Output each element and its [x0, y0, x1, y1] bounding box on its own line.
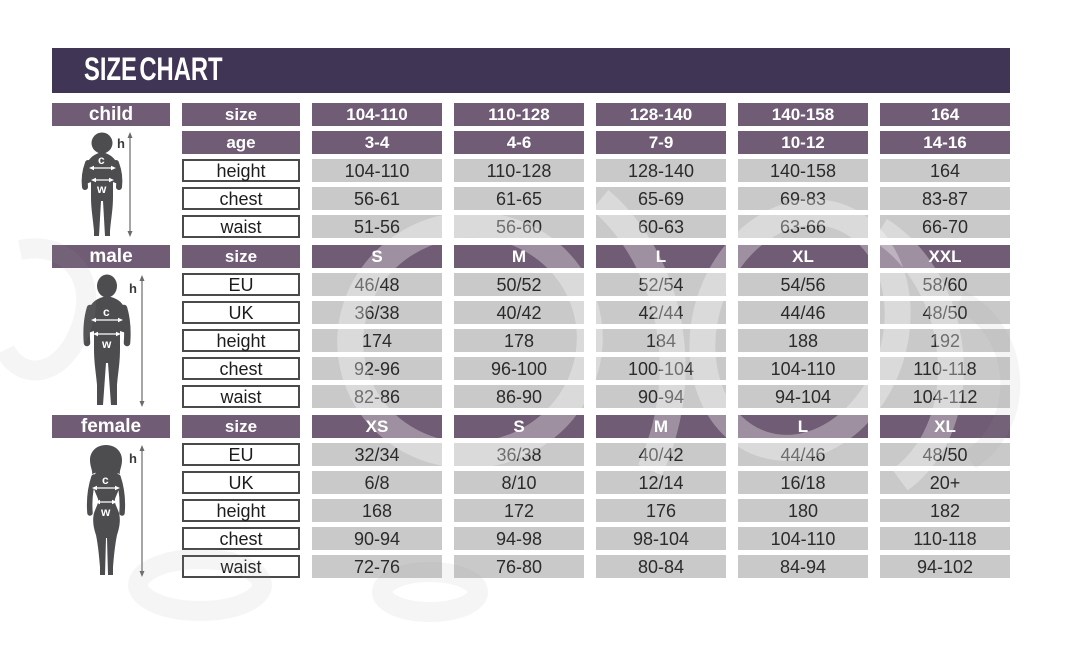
table-cell: 192 [880, 329, 1010, 352]
size-value: S [454, 415, 584, 438]
waist-arrow-label: w [97, 182, 107, 196]
table-cell: 54/56 [738, 273, 868, 296]
size-value: S [312, 245, 442, 268]
table-cell: 48/50 [880, 443, 1010, 466]
row-header-waist: waist [182, 555, 300, 578]
size-value: XL [738, 245, 868, 268]
table-cell: 46/48 [312, 273, 442, 296]
table-cell: 100-104 [596, 357, 726, 380]
table-cell: 174 [312, 329, 442, 352]
age-value: 10-12 [738, 131, 868, 154]
row-header-age: age [182, 131, 300, 154]
table-cell: 20+ [880, 471, 1010, 494]
table-cell: 40/42 [454, 301, 584, 324]
chest-arrow-label: c [103, 305, 110, 319]
table-cell: 56-60 [454, 215, 584, 238]
table-cell: 65-69 [596, 187, 726, 210]
size-value: 110-128 [454, 103, 584, 126]
age-value: 7-9 [596, 131, 726, 154]
table-cell: 168 [312, 499, 442, 522]
waist-arrow-label: w [101, 505, 111, 519]
table-cell: 83-87 [880, 187, 1010, 210]
gender-label-female: female [52, 415, 170, 438]
table-cell: 36/38 [454, 443, 584, 466]
table-cell: 69-83 [738, 187, 868, 210]
female-figure-icon [52, 443, 170, 578]
table-cell: 40/42 [596, 443, 726, 466]
table-cell: 94-104 [738, 385, 868, 408]
table-cell: 184 [596, 329, 726, 352]
table-cell: 94-102 [880, 555, 1010, 578]
row-header-size: size [182, 415, 300, 438]
size-value: M [454, 245, 584, 268]
size-value: XXL [880, 245, 1010, 268]
row-header-eu: EU [182, 443, 300, 466]
table-cell: 110-118 [880, 357, 1010, 380]
table-cell: 86-90 [454, 385, 584, 408]
table-cell: 176 [596, 499, 726, 522]
table-cell: 96-100 [454, 357, 584, 380]
age-value: 4-6 [454, 131, 584, 154]
table-cell: 58/60 [880, 273, 1010, 296]
table-cell: 36/38 [312, 301, 442, 324]
table-cell: 61-65 [454, 187, 584, 210]
table-cell: 51-56 [312, 215, 442, 238]
table-cell: 6/8 [312, 471, 442, 494]
table-cell: 90-94 [596, 385, 726, 408]
table-cell: 180 [738, 499, 868, 522]
gender-label-male: male [52, 245, 170, 268]
size-value: 164 [880, 103, 1010, 126]
table-cell: 60-63 [596, 215, 726, 238]
size-chart [52, 103, 1010, 585]
table-cell: 56-61 [312, 187, 442, 210]
table-cell: 42/44 [596, 301, 726, 324]
table-cell: 172 [454, 499, 584, 522]
row-header-height: height [182, 329, 300, 352]
table-cell: 32/34 [312, 443, 442, 466]
row-header-chest: chest [182, 527, 300, 550]
table-cell: 188 [738, 329, 868, 352]
table-cell: 48/50 [880, 301, 1010, 324]
table-cell: 164 [880, 159, 1010, 182]
table-cell: 178 [454, 329, 584, 352]
table-cell: 104-110 [738, 527, 868, 550]
page-title: SIZE CHART [84, 52, 223, 88]
table-cell: 128-140 [596, 159, 726, 182]
age-value: 14-16 [880, 131, 1010, 154]
row-header-uk: UK [182, 301, 300, 324]
size-value: 140-158 [738, 103, 868, 126]
table-cell: 12/14 [596, 471, 726, 494]
table-cell: 16/18 [738, 471, 868, 494]
row-header-chest: chest [182, 357, 300, 380]
table-cell: 104-110 [738, 357, 868, 380]
table-cell: 72-76 [312, 555, 442, 578]
male-figure-icon [52, 273, 170, 408]
table-cell: 94-98 [454, 527, 584, 550]
table-cell: 82-86 [312, 385, 442, 408]
height-arrow-label: h [129, 451, 137, 466]
table-cell: 182 [880, 499, 1010, 522]
row-header-uk: UK [182, 471, 300, 494]
table-cell: 110-118 [880, 527, 1010, 550]
waist-arrow-label: w [102, 337, 112, 351]
section-female [52, 415, 1010, 578]
size-value: XS [312, 415, 442, 438]
table-cell: 98-104 [596, 527, 726, 550]
child-figure-icon [52, 131, 170, 238]
table-cell: 50/52 [454, 273, 584, 296]
height-arrow-label: h [117, 136, 125, 151]
table-cell: 52/54 [596, 273, 726, 296]
section-male [52, 245, 1010, 408]
chest-arrow-label: c [102, 473, 109, 487]
size-value: M [596, 415, 726, 438]
row-header-height: height [182, 159, 300, 182]
size-value: L [738, 415, 868, 438]
size-chart-title-bar [52, 48, 1010, 93]
table-cell: 104-112 [880, 385, 1010, 408]
height-arrow-label: h [129, 281, 137, 296]
table-cell: 76-80 [454, 555, 584, 578]
row-header-size: size [182, 245, 300, 268]
row-header-waist: waist [182, 385, 300, 408]
size-value: XL [880, 415, 1010, 438]
row-header-chest: chest [182, 187, 300, 210]
size-value: 104-110 [312, 103, 442, 126]
table-cell: 63-66 [738, 215, 868, 238]
size-value: L [596, 245, 726, 268]
table-cell: 90-94 [312, 527, 442, 550]
age-value: 3-4 [312, 131, 442, 154]
chest-arrow-label: c [98, 153, 105, 167]
size-value: 128-140 [596, 103, 726, 126]
table-cell: 140-158 [738, 159, 868, 182]
section-child [52, 103, 1010, 238]
table-cell: 44/46 [738, 443, 868, 466]
row-header-height: height [182, 499, 300, 522]
table-cell: 8/10 [454, 471, 584, 494]
table-cell: 80-84 [596, 555, 726, 578]
table-cell: 110-128 [454, 159, 584, 182]
table-cell: 66-70 [880, 215, 1010, 238]
table-cell: 104-110 [312, 159, 442, 182]
row-header-eu: EU [182, 273, 300, 296]
row-header-size: size [182, 103, 300, 126]
table-cell: 44/46 [738, 301, 868, 324]
table-cell: 84-94 [738, 555, 868, 578]
table-cell: 92-96 [312, 357, 442, 380]
row-header-waist: waist [182, 215, 300, 238]
gender-label-child: child [52, 103, 170, 126]
